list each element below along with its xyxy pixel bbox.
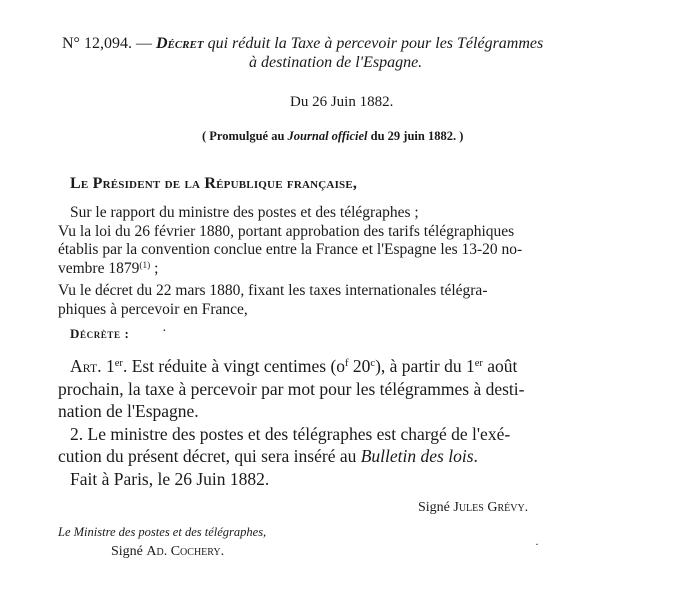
article-1-text-2: 20 bbox=[348, 356, 371, 376]
article-1-line-3: nation de l'Espagne. bbox=[58, 401, 199, 421]
article-1-text-1: . Est réduite à vingt centimes (o bbox=[122, 356, 346, 376]
preamble-line-5: Vu le décret du 22 mars 1880, fixant les taxes internationales télégra- bbox=[58, 282, 488, 299]
article-1-text-4: août bbox=[482, 356, 518, 376]
preamble-line-4-tail: ; bbox=[150, 260, 159, 277]
minister-signe-word: Signé bbox=[111, 544, 143, 559]
promulgation-prefix: ( Promulgué au bbox=[202, 129, 285, 143]
president-signature bbox=[418, 501, 528, 515]
preamble-line-6: phiques à percevoir en France, bbox=[58, 301, 248, 318]
decree-word: Décret bbox=[155, 35, 204, 52]
preamble-line-1: Sur le rapport du ministre des postes et des télégraphes ; bbox=[70, 204, 419, 221]
fait-a-paris: Fait à Paris, le 26 Juin 1882. bbox=[70, 469, 270, 489]
promulgation-note bbox=[202, 130, 463, 143]
premier-sup: er bbox=[474, 358, 483, 370]
centime-sup: c bbox=[370, 358, 376, 370]
article-2-line-1: 2. Le ministre des postes et des télégraphes est chargé de l'exé- bbox=[70, 424, 511, 444]
article-1-text-3: ), à partir du 1 bbox=[375, 356, 475, 376]
promulgation-suffix: du 29 juin 1882. ) bbox=[370, 129, 464, 143]
article-2-text: cution du présent décret, qui sera inséré au bbox=[58, 446, 357, 466]
decree-date: Du 26 Juin 1882. bbox=[290, 94, 394, 110]
minister-title: Le Ministre des postes et des télégraphes, bbox=[58, 525, 267, 539]
president-name: Jules Grévy. bbox=[453, 500, 529, 515]
decree-title-line-1 bbox=[62, 36, 543, 52]
decree-title-rest: qui réduit la Taxe à percevoir pour les Télégrammes bbox=[207, 35, 544, 52]
president-signe-word: Signé bbox=[418, 500, 450, 515]
minister-signature bbox=[111, 545, 224, 559]
preamble-line-3: établis par la convention conclue entre la France et l'Espagne les 13-20 no- bbox=[58, 241, 523, 258]
bulletin-title: Bulletin des lois bbox=[360, 446, 474, 466]
article-2-end: . bbox=[473, 446, 478, 466]
article-2-line-2 bbox=[58, 448, 478, 466]
preamble-line-4-text: vembre 1879 bbox=[58, 260, 140, 277]
article-1-line-2: prochain, la taxe à percevoir par mot pour les télégrammes à desti- bbox=[58, 379, 525, 399]
president-heading: Le Président de la République française, bbox=[70, 175, 358, 192]
journal-name: Journal officiel bbox=[287, 129, 368, 143]
decree-title-line-2: à destination de l'Espagne. bbox=[249, 54, 423, 71]
franc-sup: f bbox=[345, 358, 349, 370]
stray-mark: · bbox=[535, 537, 539, 551]
decrete-heading: Décrète : bbox=[70, 326, 130, 341]
footnote-marker: (1) bbox=[139, 260, 151, 271]
preamble-line-4 bbox=[58, 261, 158, 277]
article-1-label-sup: er bbox=[114, 358, 123, 370]
preamble-line-2: Vu la loi du 26 février 1880, portant approbation des tarifs télégraphiques bbox=[58, 223, 515, 240]
article-1-line-1 bbox=[70, 358, 517, 376]
decree-number: N° 12,094. — bbox=[62, 35, 152, 52]
minister-name: Ad. Cochery. bbox=[146, 544, 225, 559]
decrete-mark: · bbox=[162, 324, 167, 339]
article-1-label: Art. 1 bbox=[70, 356, 115, 376]
